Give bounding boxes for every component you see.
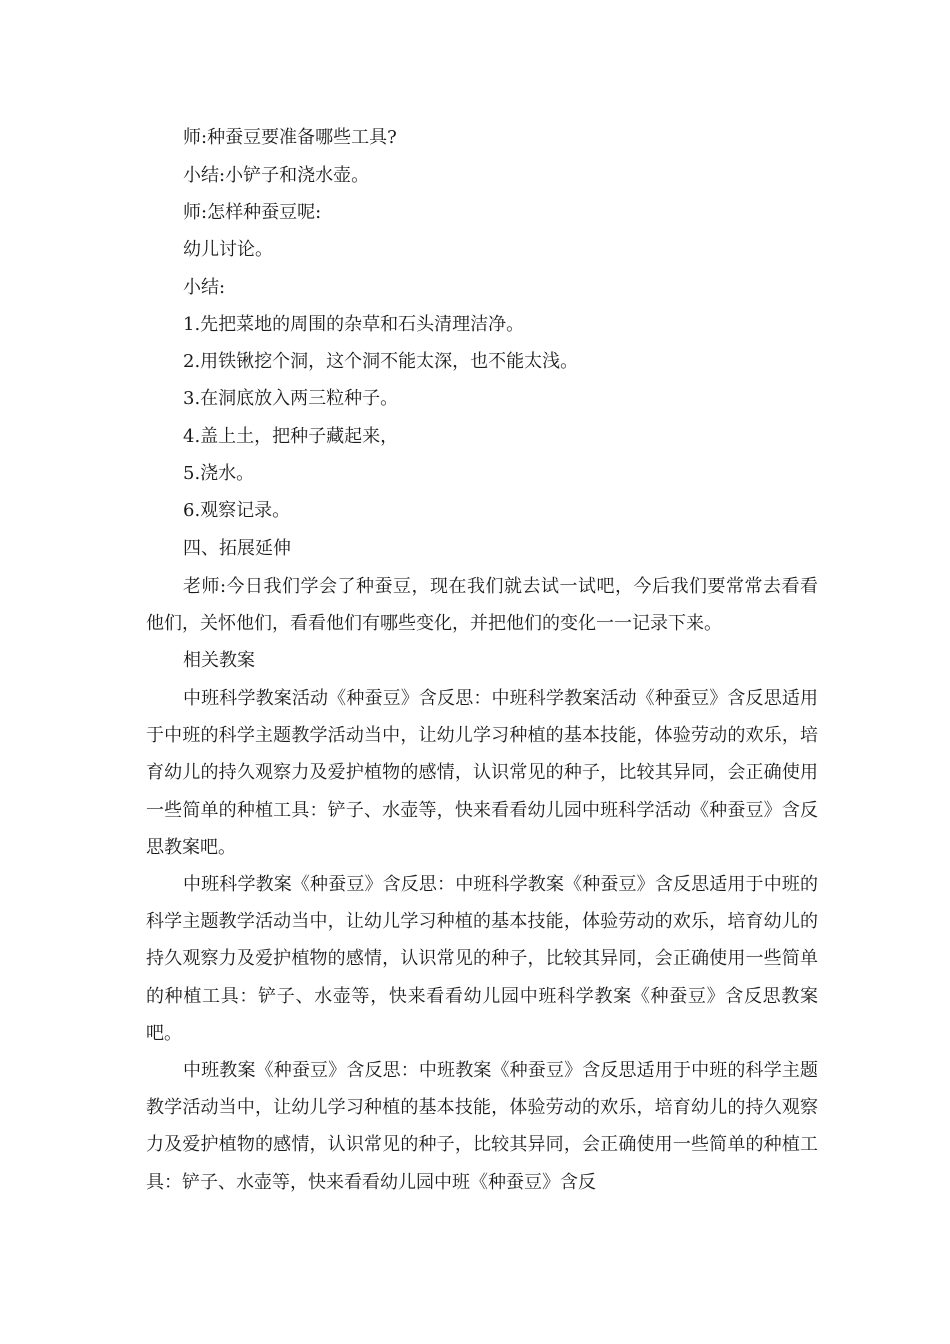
related-paragraph-1: 中班科学教案活动《种蚕豆》含反思：中班科学教案活动《种蚕豆》含反思适用于中班的科学主题教学活动当中，让幼儿学习种植的基本技能，体验劳动的欢乐，培育幼儿的持久观察力及爱护植物的感情，认识常见的种子，比较其异同，会正确使用一些简单的种植工具：铲子、水壶等，快来看看幼儿园中班科学活动《种蚕豆》含反思教案吧。 (146, 688, 818, 858)
dialogue-line-how-to-plant: 师:怎样种蚕豆呢: (183, 202, 322, 223)
summary-line-tools: 小结:小铲子和浇水壶。 (183, 165, 370, 186)
step-item-2: 2.用铁锹挖个洞，这个洞不能太深，也不能太浅。 (183, 351, 579, 372)
discussion-line: 幼儿讨论。 (183, 239, 273, 260)
related-heading: 相关教案 (183, 650, 255, 671)
related-paragraph-3: 中班教案《种蚕豆》含反思：中班教案《种蚕豆》含反思适用于中班的科学主题教学活动当中，让幼儿学习种植的基本技能，体验劳动的欢乐，培育幼儿的持久观察力及爱护植物的感情，认识常见的种子，比较其异同，会正确使用一些简单的种植工具：铲子、水壶等，快来看看幼儿园中班《种蚕豆》含反 (146, 1060, 818, 1193)
summary-heading: 小结: (183, 277, 226, 298)
step-item-1: 1.先把菜地的周围的杂草和石头清理洁净。 (183, 314, 525, 335)
dialogue-line-tools-question: 师:种蚕豆要准备哪些工具? (183, 127, 397, 148)
step-item-5: 5.浇水。 (183, 463, 255, 484)
teacher-paragraph: 老师:今日我们学会了种蚕豆，现在我们就去试一试吧，今后我们要常常去看看他们，关怀他们，看看他们有哪些变化，并把他们的变化一一记录下来。 (146, 576, 818, 635)
section-heading-extension: 四、拓展延伸 (183, 538, 291, 559)
step-item-4: 4.盖上土，把种子藏起来， (183, 426, 399, 447)
step-item-3: 3.在洞底放入两三粒种子。 (183, 388, 399, 409)
step-item-6: 6.观察记录。 (183, 500, 291, 521)
related-paragraph-2: 中班科学教案《种蚕豆》含反思：中班科学教案《种蚕豆》含反思适用于中班的科学主题教学活动当中，让幼儿学习种植的基本技能，体验劳动的欢乐，培育幼儿的持久观察力及爱护植物的感情，认识常见的种子，比较其异同，会正确使用一些简单的种植工具：铲子、水壶等，快来看看幼儿园中班科学教案《种蚕豆》含反思教案吧。 (146, 874, 818, 1044)
